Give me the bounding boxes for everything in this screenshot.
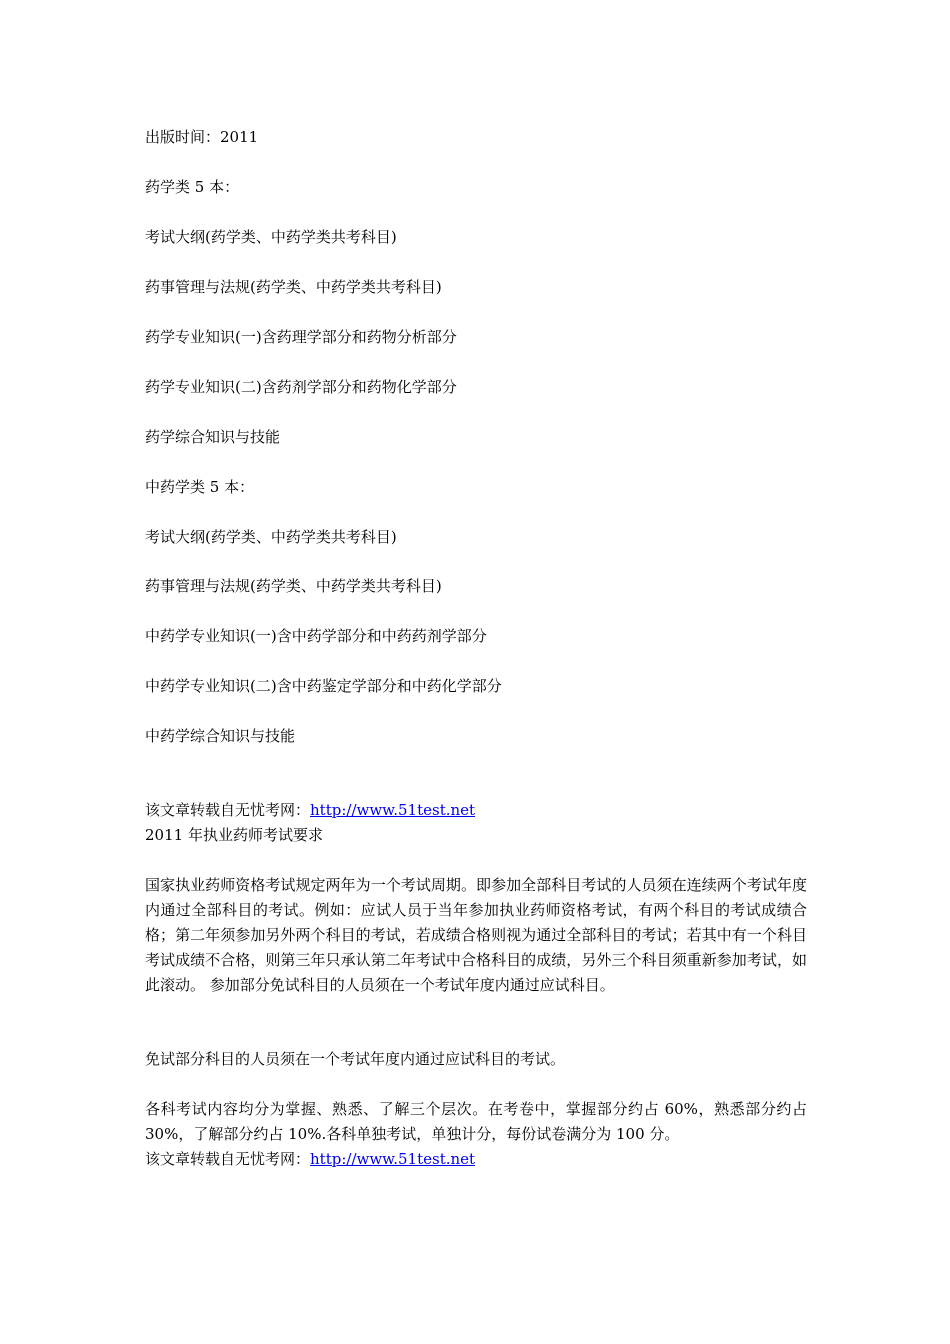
source-label-2: 该文章转载自无忧考网： [145, 1150, 311, 1168]
source-label: 该文章转载自无忧考网： [145, 801, 311, 819]
body-paragraph-exam-cycle: 国家执业药师资格考试规定两年为一个考试周期。即参加全部科目考试的人员须在连续两个考试年度内通过全部科目的考试。例如：应试人员于当年参加执业药师资格考试，有两个科目的考试成绩合格；第二年须参加另外两个科目的考试，若成绩合格则视为通过全部科目的考试；若其中有一个科目考试成绩不合格，则第三年只承认第二年考试中合格科目的成绩，另外三个科目须重新参加考试，如此滚动。 参加部分免试科目的人员须在一个考试年度内通过应试科目。 [145, 876, 807, 994]
body-paragraph-exemption: 免试部分科目的人员须在一个考试年度内通过应试科目的考试。 [145, 1050, 566, 1068]
pharmacy-item: 药事管理与法规(药学类、中药学类共考科目) [145, 278, 442, 296]
pharmacy-heading: 药学类 5 本： [145, 178, 240, 196]
section-title: 2011 年执业药师考试要求 [145, 826, 323, 844]
body-paragraph-content-levels: 各科考试内容均分为掌握、熟悉、了解三个层次。在考卷中，掌握部分约占 60%，熟悉部分约占 30%，了解部分约占 10%.各科单独考试，单独计分，每份试卷满分为 100 分。 [145, 1100, 807, 1143]
publication-time: 出版时间：2011 [145, 128, 259, 146]
tcm-item: 中药学综合知识与技能 [145, 727, 296, 745]
pharmacy-item: 考试大纲(药学类、中药学类共考科目) [145, 228, 397, 246]
pharmacy-item: 药学专业知识(一)含药理学部分和药物分析部分 [145, 328, 457, 346]
pharmacy-item: 药学综合知识与技能 [145, 428, 281, 446]
source-link-2[interactable]: http://www.51test.net [310, 1150, 476, 1168]
source-line-2 [145, 1149, 475, 1169]
tcm-item: 中药学专业知识(二)含中药鉴定学部分和中药化学部分 [145, 677, 502, 695]
source-link[interactable]: http://www.51test.net [310, 801, 476, 819]
tcm-item: 药事管理与法规(药学类、中药学类共考科目) [145, 577, 442, 595]
pharmacy-item: 药学专业知识(二)含药剂学部分和药物化学部分 [145, 378, 457, 396]
tcm-item: 考试大纲(药学类、中药学类共考科目) [145, 528, 397, 546]
tcm-heading: 中药学类 5 本： [145, 478, 255, 496]
source-line [145, 800, 475, 820]
tcm-item: 中药学专业知识(一)含中药学部分和中药药剂学部分 [145, 627, 487, 645]
